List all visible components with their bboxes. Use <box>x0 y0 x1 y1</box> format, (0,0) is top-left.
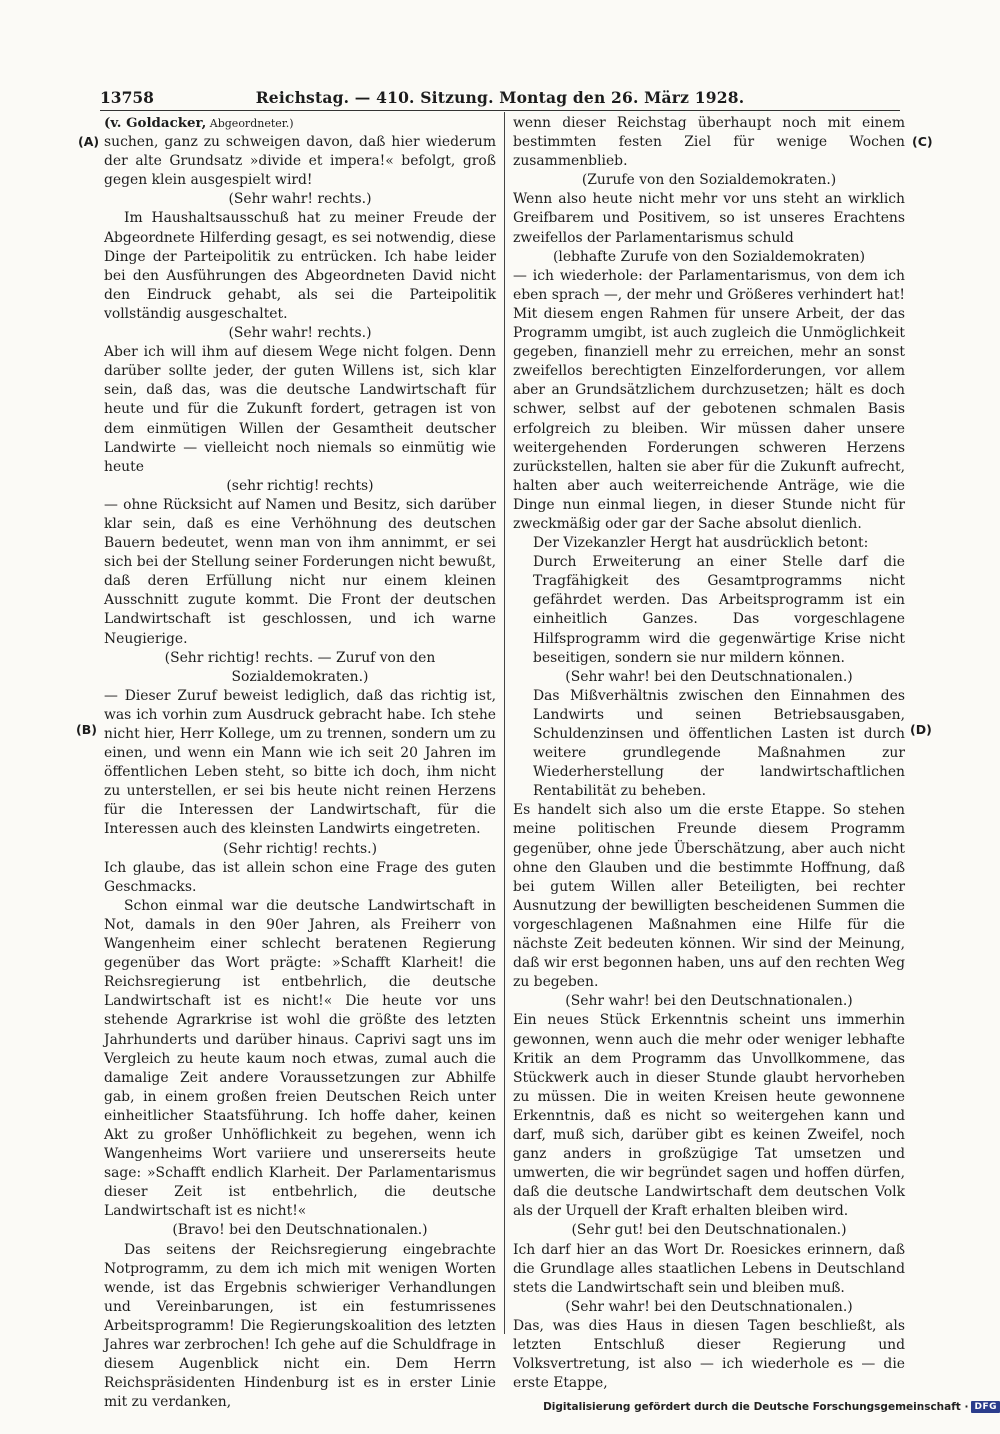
paragraph: Ein neues Stück Erkenntnis scheint uns immerhin gewonnen, wenn auch die mehr oder weniger lebhafte Kritik an dem Programm das Unvollkommene, das Stückwerk auch in dieser Stunde glaubt hervorheben zu müssen. Die in weiten Kreisen heute gewonnene Erkenntnis, daß es nicht so weitergehen kann und darf, muß sich, darüber gibt es keinen Zweifel, noch ganz anders in großzügige Tat umsetzen und umwerten, die wir begründet sagen und hoffen dürfen, daß die deutsche Landwirtschaft dem deutschen Volk als der Urquell der Kraft erhalten bleiben wird. <box>513 1012 905 1220</box>
interjection: (Sehr richtig! rechts.) <box>222 840 377 857</box>
paragraph: Ich glaube, das ist allein schon eine Frage des guten Geschmacks. <box>104 859 496 895</box>
paragraph: Ich darf hier an das Wort Dr. Roesickes erinnern, daß die Grundlage alles staatlichen Lebens in Deutschland stets die Landwirtschaft sein und bleiben muß. <box>513 1241 905 1296</box>
quotation: Das Mißverhältnis zwischen den Einnahmen des Landwirts und seinen Betriebsausgaben, Schuldenzinsen und öffentlichen Lasten ist durch weitere grundlegende Maßnahmen zur Wiederherstellung der landwirtschaftlichen Rentabilität zu beheben. <box>533 687 905 800</box>
speaker-role: Abgeordneter.) <box>206 117 294 130</box>
running-title: Reichstag. — 410. Sitzung. Montag den 26. März 1928. <box>255 88 745 107</box>
interjection: (Sehr wahr! bei den Deutschnationalen.) <box>565 1298 853 1315</box>
footer-text: Digitalisierung gefördert durch die Deutsche Forschungsgemeinschaft · <box>543 1401 969 1413</box>
interjection: (Sehr wahr! bei den Deutschnationalen.) <box>565 993 853 1010</box>
margin-mark-c: (C) <box>912 134 933 149</box>
margin-mark-b: (B) <box>76 722 97 737</box>
dfg-logo-icon: DFG <box>971 1401 1000 1413</box>
margin-mark-d: (D) <box>910 722 932 737</box>
paragraph: Das, was dies Haus in diesen Tagen beschließt, als letzten Entschluß dieser Regierung und Volksvertretung, ist also — ich wiederhole es — die erste Etappe, <box>513 1317 905 1392</box>
digitization-footer <box>543 1398 1000 1416</box>
paragraph: — Dieser Zuruf beweist lediglich, daß das richtig ist, was ich vorhin zum Ausdruck gebracht habe. Ich stehe nicht hier, Herr Kollege, um zu trennen, sondern um zu einen, und wenn ein Mann wie ich seit 20 Jahren im öffentlichen Leben steht, so bitte ich doch, ihm nicht zu unterstellen, er sei bis heute nicht reinen Herzens für die Interessen der Landwirtschaft, für die Interessen auch des kleinsten Landwirts eingetreten. <box>104 687 496 838</box>
paragraph: wenn dieser Reichstag überhaupt noch mit einem bestimmten festen Ziel für wenige Wochen zusammenblieb. <box>513 115 905 170</box>
speaker-line <box>104 114 496 133</box>
running-header <box>100 88 900 111</box>
right-column <box>513 114 905 1392</box>
interjection: (lebhafte Zurufe von den Sozialdemokraten) <box>552 248 866 265</box>
paragraph: Aber ich will ihm auf diesem Wege nicht folgen. Denn darüber sollte jeder, der guten Willens ist, sich klar sein, daß das, was die deutsche Landwirtschaft für heute und für die Zukunft fordert, getragen ist von dem einmütigen Willen der Gesamtheit deutscher Landwirte — vielleicht noch niemals so einmütig wie heute <box>104 344 496 475</box>
interjection: (Sehr gut! bei den Deutschnationalen.) <box>571 1222 847 1239</box>
interjection: (Sehr wahr! bei den Deutschnationalen.) <box>565 668 853 685</box>
page-number: 13758 <box>100 88 154 107</box>
margin-mark-a: (A) <box>78 134 100 149</box>
interjection: (Bravo! bei den Deutschnationalen.) <box>172 1222 428 1239</box>
paragraph: — ohne Rücksicht auf Namen und Besitz, sich darüber klar sein, daß es eine Verhöhnung des deutschen Bauern bedeutet, wenn man von ihm annimmt, er sei sich bei der Stellung seiner Forderungen nicht bewußt, daß deren Erfüllung nicht nur einem kleinen Ausschnitt zugute kommt. Die Front der deutschen Landwirtschaft ist geschlossen, und ich warne Neugierige. <box>104 496 496 647</box>
interjection: (Zurufe von den Sozialdemokraten.) <box>581 172 837 189</box>
quotation: Durch Erweiterung an einer Stelle darf die Tragfähigkeit des Gesamtprogramms nicht gefährdet werden. Das Arbeitsprogramm ist ein einheitlich Ganzes. Das vorgeschlagene Hilfsprogramm wird die gegenwärtige Krise nicht beseitigen, sondern sie nur mildern können. <box>533 554 905 666</box>
paragraph: Das seitens der Reichsregierung eingebrachte Notprogramm, zu dem ich mich mit wenigen Worten wende, ist das Ergebnis schwieriger Verhandlungen und Vereinbarungen, ist ein festumrissenes Arbeitsprogramm! Die Regierungskoalition des letzten Jahres war zerbrochen! Ich gehe auf die Schuldfrage in diesem Augenblick nicht ein. Dem Herrn Reichspräsidenten Hindenburg ist es in erster Linie mit zu verdanken, <box>104 1241 496 1411</box>
paragraph: suchen, ganz zu schweigen davon, daß hier wiederum der alte Grundsatz »divide et impera!« befolgt, groß gegen klein ausgespielt wird! <box>104 134 496 189</box>
paragraph: — ich wiederhole: der Parlamentarismus, von dem ich eben sprach —, der mehr und Größeres verhindert hat! Mit diesem engen Rahmen für unsere Arbeit, der das Programm umgibt, ist auch zugleich die Unmöglichkeit gegeben, finanziell mehr zu erreichen, mehr an sonst zweifellos berechtigten Einzelforderungen, vor allem aber an Grundsätzlichem durchzusetzen; hält es doch schwer, selbst auf der gebotenen schmalen Basis erfolgreich zu bleiben. Wir müssen daher unsere weitergehenden Forderungen schweren Herzens zurückstellen, halten sie aber für die Zukunft aufrecht, halten aber auch weiterreichende Anträge, wie die Dinge nun einmal liegen, in dieser Stunde nicht für zweckmäßig oder gar der Sache absolut dienlich. <box>513 267 905 532</box>
paragraph: Der Vizekanzler Hergt hat ausdrücklich betont: <box>533 535 869 552</box>
paragraph: Im Haushaltsausschuß hat zu meiner Freude der Abgeordnete Hilferding gesagt, es sei notwendig, diese Dinge der Parteipolitik zu entrücken. Ich habe leider bei den Ausführungen des Abgeordneten David nicht den Eindruck gehabt, als sei die Parteipolitik vollständig ausgeschaltet. <box>104 210 496 322</box>
left-column <box>104 114 496 1411</box>
interjection: (sehr richtig! rechts) <box>226 477 374 494</box>
paragraph: Schon einmal war die deutsche Landwirtschaft in Not, damals in den 90er Jahren, als Freiherr von Wangenheim einer schlecht beratenen Regierung gegenüber das Wort prägte: »Schafft Klarheit! die Reichsregierung ist entbehrlich, die deutsche Landwirtschaft ist es nicht!« Die heute vor uns stehende Agrarkrise ist wohl die größte des letzten Jahrhunderts und darüber hinaus. Caprivi sagt uns im Vergleich zu heute kaum noch etwas, zumal auch die damalige Zeit andere Voraussetzungen zur Abhilfe gab, in einem großen freien Deutschen Reich unter einheitlicher Staatsführung. Ich hoffe daher, keinen Akt zu großer Unhöflichkeit zu begehen, wenn ich Wangenheims Wort variiere und unsererseits heute sage: »Schafft endlich Klarheit. Der Parlamentarismus dieser Zeit ist entbehrlich, die deutsche Landwirtschaft ist es nicht!« <box>104 897 496 1220</box>
interjection: (Sehr richtig! rechts. — Zuruf von den Sozialdemokraten.) <box>164 649 436 685</box>
column-divider <box>504 112 505 1334</box>
paragraph: Es handelt sich also um die erste Etappe. So stehen meine politischen Freunde diesem Programm gegenüber, ohne jede Überschätzung, aber auch nicht ohne den Glauben und die bestimmte Hoffnung, daß bei gutem Willen aller Beteiligten, bei rechter Ausnutzung der bewilligten bescheidenen Summen die vorgeschlagenen Maßnahmen eine Hilfe für die nächste Zeit bedeuten können. Wir sind der Meinung, daß wir erst begonnen haben, uns auf den rechten Weg zu begeben. <box>513 802 905 991</box>
interjection: (Sehr wahr! rechts.) <box>228 325 372 342</box>
speaker-name: (v. Goldacker, <box>104 115 207 131</box>
paragraph: Wenn also heute nicht mehr vor uns steht an wirklich Greifbarem und Positivem, so ist unseres Erachtens zweifellos der Parlamentarismus schuld <box>513 191 905 246</box>
interjection: (Sehr wahr! rechts.) <box>228 191 372 208</box>
